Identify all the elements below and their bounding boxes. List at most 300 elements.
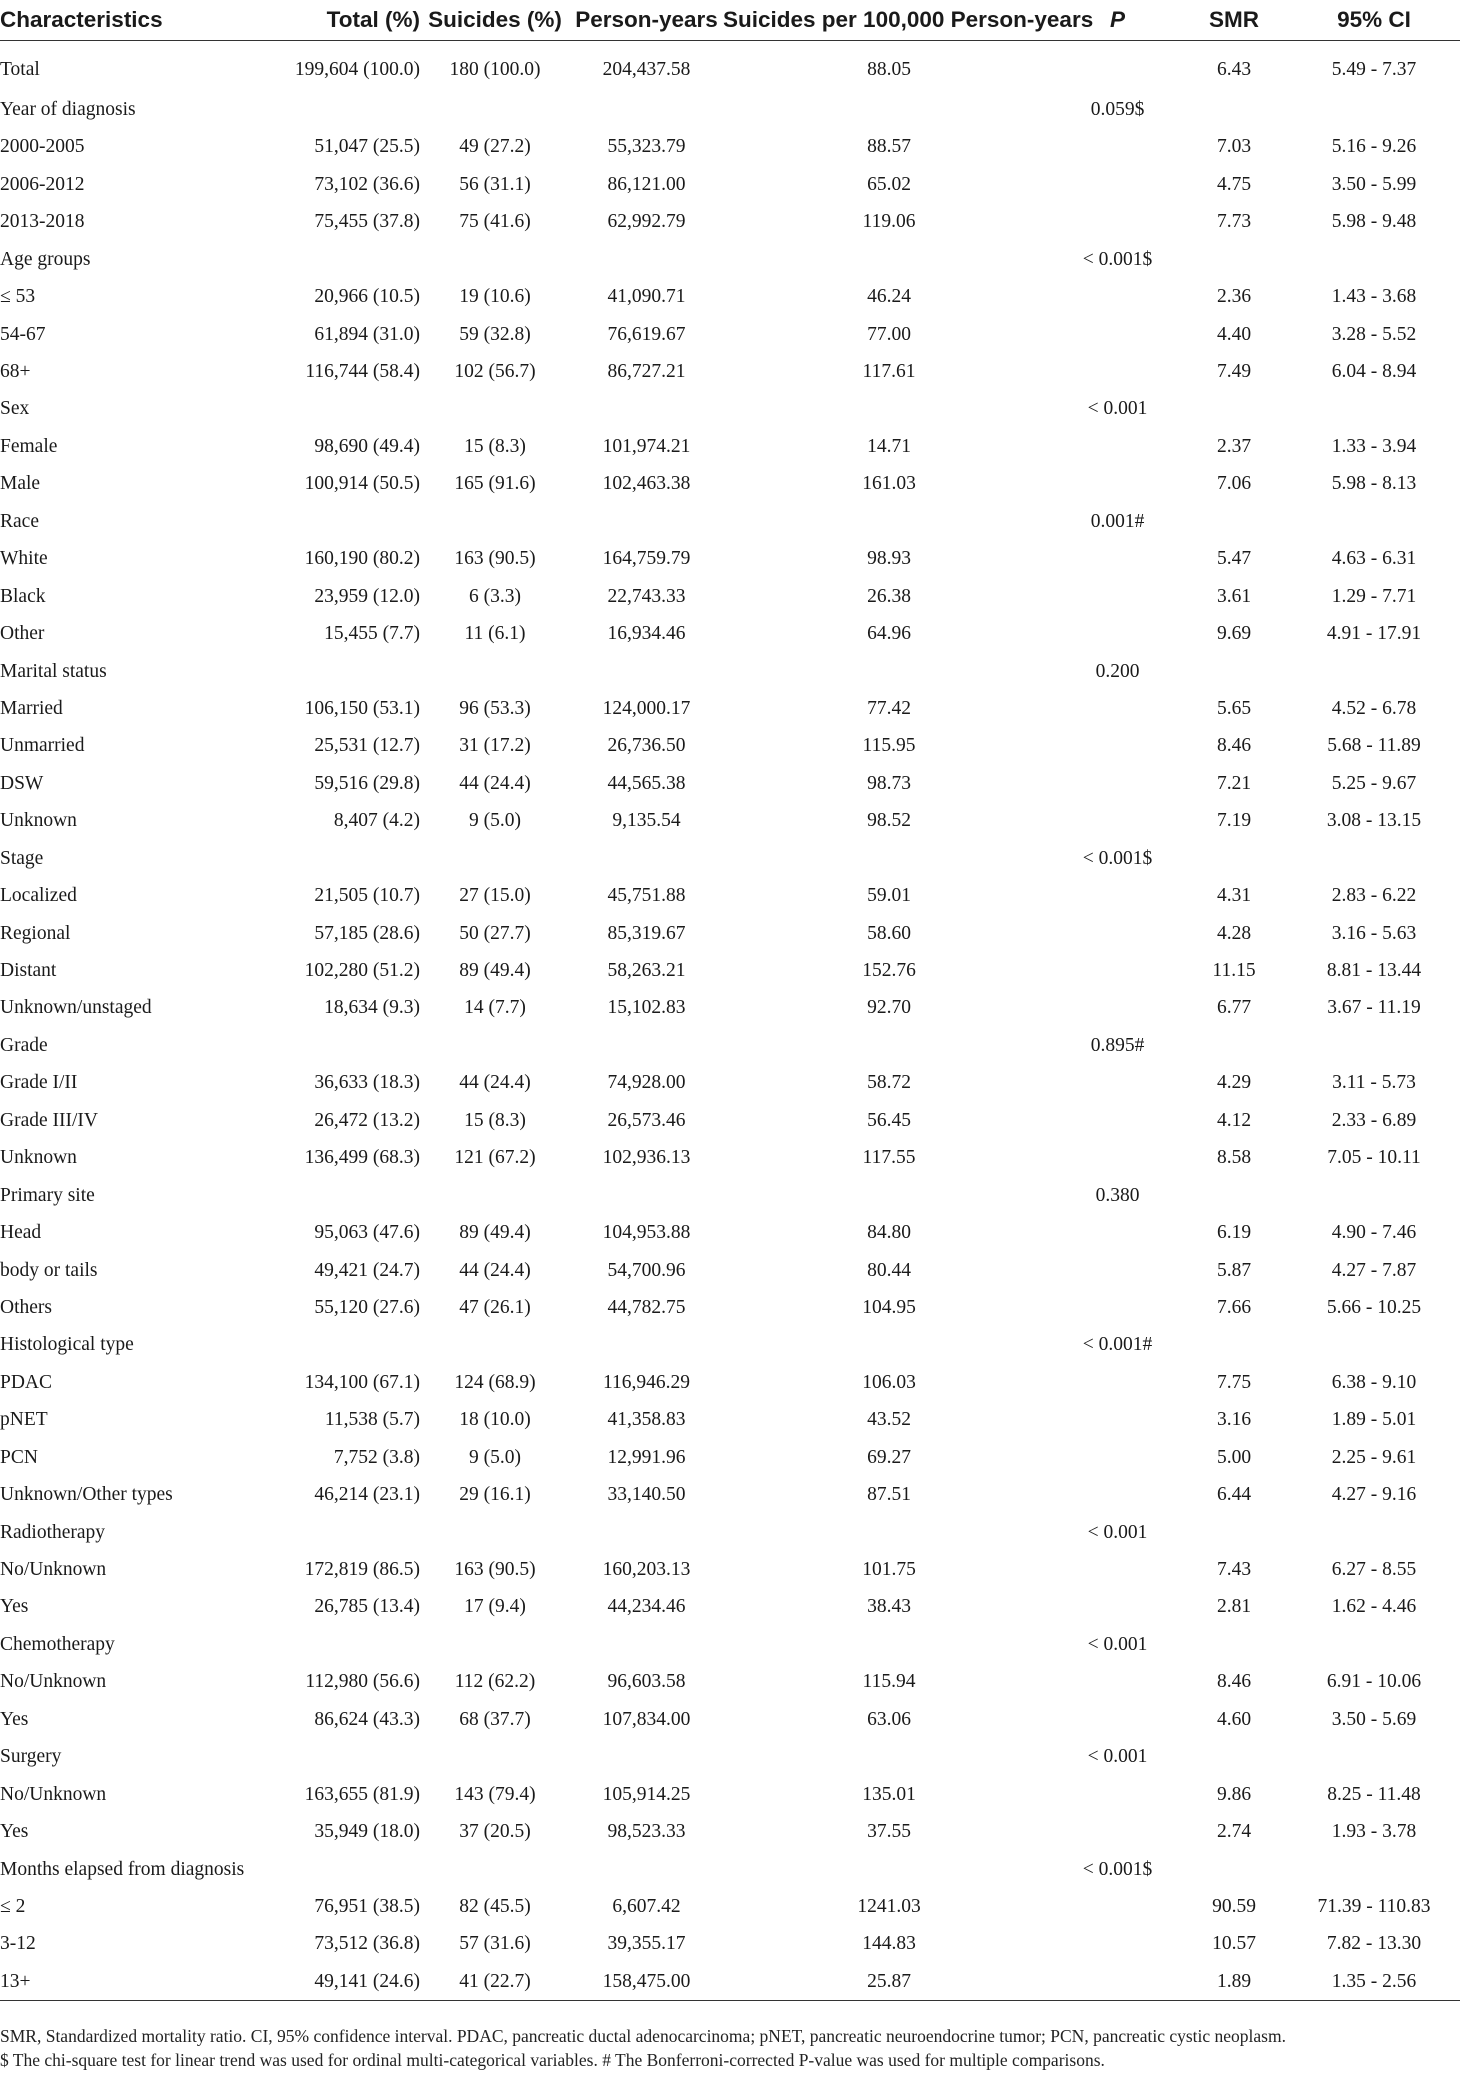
table-row	[0, 1027, 1460, 1064]
cell-ci: 6.38 - 9.10	[1331, 1371, 1417, 1393]
table-row	[0, 1514, 1460, 1551]
cell-p-value: < 0.001#	[1082, 1334, 1153, 1356]
cell-ci: 6.91 - 10.06	[1326, 1671, 1422, 1693]
cell-total: 11,538 (5.7)	[324, 1409, 420, 1431]
cell-rate: 46.24	[867, 286, 911, 308]
cell-suicides: 44 (24.4)	[459, 1259, 531, 1281]
cell-ci	[1288, 1326, 1460, 1363]
table-row	[0, 128, 1460, 165]
table-row	[0, 1252, 1460, 1289]
cell-suicides: 89 (49.4)	[459, 960, 531, 982]
cell-ci: 1.93 - 3.78	[1331, 1821, 1417, 1843]
cell-rate	[723, 1326, 1055, 1363]
cell-smr: 4.12	[1216, 1109, 1252, 1131]
table-row	[0, 1326, 1460, 1363]
table-row	[0, 1738, 1460, 1775]
cell-smr: 7.43	[1216, 1559, 1252, 1581]
cell-p-value	[1055, 128, 1180, 165]
cell-p-value	[1055, 1401, 1180, 1438]
cell-suicides	[420, 1177, 570, 1214]
cell-smr: 5.47	[1216, 548, 1252, 570]
cell-rate	[723, 391, 1055, 428]
cell-suicides: 6 (3.3)	[469, 585, 521, 607]
cell-characteristic: Surgery	[0, 1746, 62, 1768]
table-row	[0, 615, 1460, 652]
cell-smr: 4.40	[1216, 323, 1252, 345]
cell-ci: 3.50 - 5.69	[1331, 1708, 1417, 1730]
cell-total: 134,100 (67.1)	[304, 1371, 420, 1393]
cell-rate: 115.94	[862, 1671, 916, 1693]
table-row	[0, 1851, 1460, 1888]
cell-p-value	[1055, 1252, 1180, 1289]
cell-ci	[1288, 503, 1460, 540]
cell-characteristic: Head	[0, 1222, 42, 1244]
cell-p-value	[1055, 690, 1180, 727]
cell-person-years: 164,759.79	[602, 548, 691, 570]
cell-ci: 2.25 - 9.61	[1331, 1446, 1417, 1468]
cell-characteristic: Localized	[0, 885, 77, 907]
cell-ci: 4.52 - 6.78	[1331, 697, 1417, 719]
cell-p-value	[1055, 615, 1180, 652]
cell-suicides: 143 (79.4)	[454, 1783, 536, 1805]
cell-smr	[1180, 1027, 1288, 1064]
cell-smr: 7.06	[1216, 473, 1252, 495]
cell-rate	[723, 91, 1055, 128]
table-body	[0, 41, 1460, 2001]
cell-ci: 6.04 - 8.94	[1331, 361, 1417, 383]
cell-total: 59,516 (29.8)	[314, 772, 420, 794]
cell-suicides	[420, 1027, 570, 1064]
header-suicide-rate: Suicides per 100,000 Person-years	[723, 0, 1055, 41]
cell-rate: 14.71	[867, 435, 911, 457]
cell-p-value	[1055, 353, 1180, 390]
cell-p-value	[1055, 428, 1180, 465]
cell-suicides	[420, 91, 570, 128]
cell-person-years: 86,121.00	[607, 173, 686, 195]
cell-person-years	[570, 1626, 723, 1663]
cell-rate: 144.83	[862, 1933, 916, 1955]
cell-smr: 2.74	[1216, 1821, 1252, 1843]
cell-rate	[723, 1514, 1055, 1551]
cell-p-value: < 0.001$	[1082, 1858, 1153, 1880]
cell-rate: 152.76	[862, 960, 916, 982]
cell-suicides: 15 (8.3)	[464, 435, 526, 457]
cell-p-value	[1055, 1289, 1180, 1326]
cell-person-years: 26,573.46	[607, 1109, 686, 1131]
cell-rate: 69.27	[867, 1446, 911, 1468]
cell-smr	[1180, 503, 1288, 540]
cell-person-years	[570, 1027, 723, 1064]
cell-characteristic: White	[0, 548, 48, 570]
cell-characteristic: Regional	[0, 922, 71, 944]
cell-total: 98,690 (49.4)	[314, 435, 420, 457]
cell-person-years: 41,358.83	[607, 1409, 686, 1431]
cell-smr: 8.58	[1216, 1147, 1252, 1169]
cell-suicides: 112 (62.2)	[454, 1671, 536, 1693]
cell-rate	[723, 1626, 1055, 1663]
cell-rate: 98.93	[867, 548, 911, 570]
cell-ci: 4.91 - 17.91	[1326, 623, 1422, 645]
cell-ci: 5.25 - 9.67	[1331, 772, 1417, 794]
cell-ci: 1.35 - 2.56	[1288, 1963, 1460, 2001]
cell-ci: 7.82 - 13.30	[1326, 1933, 1422, 1955]
cell-p-value	[1055, 465, 1180, 502]
cell-suicides: 89 (49.4)	[459, 1222, 531, 1244]
cell-smr: 5.00	[1216, 1446, 1252, 1468]
cell-smr: 4.75	[1216, 173, 1252, 195]
cell-total: 51,047 (25.5)	[314, 136, 420, 158]
cell-suicides: 47 (26.1)	[459, 1296, 531, 1318]
cell-characteristic: 2013-2018	[0, 211, 85, 233]
cell-characteristic: 68+	[0, 361, 31, 383]
cell-ci: 2.83 - 6.22	[1331, 885, 1417, 907]
cell-ci: 6.27 - 8.55	[1331, 1559, 1417, 1581]
cell-total: 55,120 (27.6)	[314, 1296, 420, 1318]
cell-rate: 101.75	[862, 1559, 916, 1581]
cell-p-value	[1055, 915, 1180, 952]
table-row	[0, 1289, 1460, 1326]
cell-p-value: < 0.001$	[1082, 847, 1153, 869]
cell-total: 106,150 (53.1)	[304, 697, 420, 719]
table-row	[0, 1925, 1460, 1962]
cell-p-value: < 0.001	[1087, 398, 1148, 420]
cell-smr: 90.59	[1212, 1895, 1256, 1917]
cell-suicides: 56 (31.1)	[459, 173, 531, 195]
cell-rate: 115.95	[862, 735, 916, 757]
cell-total: 61,894 (31.0)	[314, 323, 420, 345]
cell-person-years	[570, 1851, 723, 1888]
cell-rate: 84.80	[867, 1222, 911, 1244]
cell-ci: 5.16 - 9.26	[1331, 136, 1417, 158]
cell-person-years	[570, 653, 723, 690]
header-suicides: Suicides (%)	[420, 0, 570, 41]
header-characteristics: Characteristics	[0, 0, 230, 41]
table-row	[0, 1364, 1460, 1401]
cell-smr	[1180, 91, 1288, 128]
cell-person-years: 62,992.79	[607, 211, 686, 233]
cell-suicides: 11 (6.1)	[464, 623, 526, 645]
cell-rate: 77.42	[867, 697, 911, 719]
cell-person-years: 116,946.29	[602, 1371, 691, 1393]
cell-ci	[1288, 1626, 1460, 1663]
cell-smr: 4.60	[1216, 1708, 1252, 1730]
cell-ci: 1.33 - 3.94	[1331, 435, 1417, 457]
cell-characteristic: Distant	[0, 960, 57, 982]
cell-total: 49,421 (24.7)	[314, 1259, 420, 1281]
cell-characteristic: Married	[0, 697, 63, 719]
cell-p-value: < 0.001	[1087, 1521, 1148, 1543]
cell-ci: 1.43 - 3.68	[1331, 286, 1417, 308]
cell-p-value: 0.001#	[1090, 510, 1145, 532]
cell-p-value	[1055, 578, 1180, 615]
cell-suicides: 31 (17.2)	[459, 735, 531, 757]
cell-p-value	[1055, 1214, 1180, 1251]
cell-p-value	[1055, 203, 1180, 240]
table-row	[0, 1813, 1460, 1850]
cell-p-value	[1055, 1139, 1180, 1176]
cell-ci: 71.39 - 110.83	[1317, 1895, 1431, 1917]
cell-person-years: 160,203.13	[602, 1559, 691, 1581]
cell-person-years: 45,751.88	[607, 885, 686, 907]
cell-p-value	[1055, 316, 1180, 353]
cell-rate: 88.05	[867, 59, 911, 81]
cell-suicides: 163 (90.5)	[454, 548, 536, 570]
cell-rate: 117.61	[862, 361, 916, 383]
cell-total: 18,634 (9.3)	[324, 997, 420, 1019]
cell-person-years: 74,928.00	[607, 1072, 686, 1094]
cell-total	[230, 1738, 420, 1775]
cell-person-years: 55,323.79	[607, 136, 686, 158]
cell-characteristic: Year of diagnosis	[0, 98, 136, 120]
table-row	[0, 1476, 1460, 1513]
table-row	[0, 166, 1460, 203]
cell-suicides: 37 (20.5)	[459, 1821, 531, 1843]
cell-suicides	[420, 503, 570, 540]
cell-ci: 4.63 - 6.31	[1331, 548, 1417, 570]
cell-smr: 3.61	[1216, 585, 1252, 607]
cell-smr: 5.87	[1216, 1259, 1252, 1281]
cell-suicides: 14 (7.7)	[464, 997, 526, 1019]
cell-ci: 5.49 - 7.37	[1331, 59, 1417, 81]
cell-total	[230, 1626, 420, 1663]
cell-suicides: 18 (10.0)	[459, 1409, 531, 1431]
cell-rate: 104.95	[862, 1296, 916, 1318]
table-footnotes	[0, 2024, 1460, 2072]
cell-characteristic: body or tails	[0, 1259, 98, 1281]
cell-ci	[1288, 1738, 1460, 1775]
cell-smr: 2.36	[1216, 286, 1252, 308]
cell-total: 95,063 (47.6)	[314, 1222, 420, 1244]
cell-p-value	[1055, 952, 1180, 989]
table-row	[0, 1139, 1460, 1176]
cell-characteristic: Total	[0, 59, 40, 81]
cell-ci: 3.16 - 5.63	[1331, 922, 1417, 944]
cell-characteristic: Yes	[0, 1708, 29, 1730]
cell-total	[230, 1177, 420, 1214]
table-row	[0, 1064, 1460, 1101]
cell-characteristic: Black	[0, 585, 46, 607]
cell-total: 100,914 (50.5)	[304, 473, 420, 495]
cell-ci	[1288, 1851, 1460, 1888]
cell-ci: 3.50 - 5.99	[1331, 173, 1417, 195]
cell-ci	[1288, 1177, 1460, 1214]
cell-total: 75,455 (37.8)	[314, 211, 420, 233]
cell-characteristic: Others	[0, 1296, 52, 1318]
cell-characteristic: PDAC	[0, 1371, 53, 1393]
cell-smr: 2.37	[1216, 435, 1252, 457]
cell-suicides: 82 (45.5)	[459, 1895, 531, 1917]
cell-total: 25,531 (12.7)	[314, 735, 420, 757]
cell-p-value	[1055, 802, 1180, 839]
cell-suicides	[420, 1851, 570, 1888]
table-row	[0, 877, 1460, 914]
cell-smr: 8.46	[1216, 1671, 1252, 1693]
cell-rate: 92.70	[867, 997, 911, 1019]
cell-suicides: 57 (31.6)	[459, 1933, 531, 1955]
cell-smr: 7.19	[1216, 810, 1252, 832]
cell-smr: 9.69	[1216, 623, 1252, 645]
table-row	[0, 915, 1460, 952]
table-row	[0, 316, 1460, 353]
footnote-abbreviations: SMR, Standardized mortality ratio. CI, 95% confidence interval. PDAC, pancreatic ductal adenocarcinoma; pNET, pancreatic neuroendocrine tumor; PCN, pancreatic cystic neoplasm.	[0, 2026, 1286, 2046]
cell-rate: 43.52	[867, 1409, 911, 1431]
cell-ci: 8.81 - 13.44	[1326, 960, 1422, 982]
cell-ci: 3.08 - 13.15	[1326, 810, 1422, 832]
cell-characteristic: Yes	[0, 1821, 29, 1843]
cell-smr: 4.29	[1216, 1072, 1252, 1094]
cell-characteristic: Marital status	[0, 660, 107, 682]
cell-p-value	[1055, 990, 1180, 1027]
cell-p-value	[1055, 540, 1180, 577]
cell-smr: 7.66	[1216, 1296, 1252, 1318]
cell-suicides: 44 (24.4)	[459, 772, 531, 794]
cell-suicides: 50 (27.7)	[459, 922, 531, 944]
cell-p-value	[1055, 1663, 1180, 1700]
cell-smr: 6.77	[1216, 997, 1252, 1019]
cell-smr: 6.43	[1216, 59, 1252, 81]
cell-ci: 2.33 - 6.89	[1331, 1109, 1417, 1131]
cell-smr	[1180, 391, 1288, 428]
cell-smr: 7.73	[1216, 211, 1252, 233]
cell-smr: 2.81	[1216, 1596, 1252, 1618]
cell-suicides: 17 (9.4)	[464, 1596, 526, 1618]
cell-characteristic: Race	[0, 510, 39, 532]
cell-characteristic: Male	[0, 473, 41, 495]
cell-suicides: 59 (32.8)	[459, 323, 531, 345]
table-row	[0, 1701, 1460, 1738]
cell-person-years: 15,102.83	[607, 997, 686, 1019]
cell-smr: 8.46	[1216, 735, 1252, 757]
table-row	[0, 241, 1460, 278]
cell-suicides: 29 (16.1)	[459, 1484, 531, 1506]
cell-smr	[1180, 1851, 1288, 1888]
table-row	[0, 952, 1460, 989]
cell-suicides: 19 (10.6)	[459, 286, 531, 308]
cell-rate: 77.00	[867, 323, 911, 345]
cell-person-years: 85,319.67	[607, 922, 686, 944]
cell-suicides: 9 (5.0)	[469, 810, 521, 832]
cell-total	[230, 1514, 420, 1551]
cell-ci: 1.89 - 5.01	[1331, 1409, 1417, 1431]
cell-ci: 5.68 - 11.89	[1327, 735, 1421, 757]
cell-total	[230, 503, 420, 540]
cell-total: 15,455 (7.7)	[324, 623, 420, 645]
cell-smr	[1180, 653, 1288, 690]
cell-ci: 3.67 - 11.19	[1327, 997, 1421, 1019]
cell-p-value: < 0.001	[1087, 1746, 1148, 1768]
cell-p-value	[1055, 1102, 1180, 1139]
cell-person-years: 102,463.38	[602, 473, 691, 495]
cell-suicides: 102 (56.7)	[454, 361, 536, 383]
table-row	[0, 1214, 1460, 1251]
cell-characteristic: Primary site	[0, 1184, 95, 1206]
cell-ci: 4.27 - 9.16	[1331, 1484, 1417, 1506]
cell-total: 21,505 (10.7)	[314, 885, 420, 907]
cell-characteristic: Grade I/II	[0, 1072, 78, 1094]
cell-p-value	[1055, 727, 1180, 764]
table-row	[0, 41, 1460, 92]
cell-suicides	[420, 391, 570, 428]
table-row	[0, 428, 1460, 465]
cell-suicides	[420, 1514, 570, 1551]
cell-ci: 4.27 - 7.87	[1331, 1259, 1417, 1281]
cell-total: 36,633 (18.3)	[314, 1072, 420, 1094]
cell-characteristic: Histological type	[0, 1334, 134, 1356]
cell-person-years	[570, 391, 723, 428]
cell-p-value	[1055, 1551, 1180, 1588]
cell-suicides: 163 (90.5)	[454, 1559, 536, 1581]
cell-p-value	[1055, 765, 1180, 802]
cell-rate: 87.51	[867, 1484, 911, 1506]
table-row	[0, 1551, 1460, 1588]
cell-suicides	[420, 1738, 570, 1775]
cell-person-years: 22,743.33	[607, 585, 686, 607]
cell-ci	[1288, 1514, 1460, 1551]
cell-ci: 4.90 - 7.46	[1331, 1222, 1417, 1244]
cell-characteristic: 2000-2005	[0, 136, 85, 158]
cell-p-value	[1055, 166, 1180, 203]
cell-characteristic: 2006-2012	[0, 173, 85, 195]
header-ci: 95% CI	[1288, 0, 1460, 41]
table-row	[0, 1401, 1460, 1438]
table-row	[0, 391, 1460, 428]
cell-characteristic: Unknown/Other types	[0, 1484, 173, 1506]
table-row	[0, 802, 1460, 839]
cell-characteristic: 54-67	[0, 323, 46, 345]
cell-person-years: 101,974.21	[602, 435, 691, 457]
cell-suicides	[420, 653, 570, 690]
cell-person-years: 204,437.58	[602, 59, 691, 81]
cell-p-value: 0.895#	[1090, 1034, 1145, 1056]
cell-characteristic: Yes	[0, 1596, 29, 1618]
cell-p-value: 0.200	[1095, 660, 1140, 682]
cell-ci	[1288, 391, 1460, 428]
cell-p-value: < 0.001$	[1082, 248, 1153, 270]
cell-characteristic: 13+	[0, 1963, 230, 2001]
table-header-row	[0, 0, 1460, 41]
cell-total: 73,102 (36.6)	[314, 173, 420, 195]
table-row	[0, 1177, 1460, 1214]
cell-total	[230, 1027, 420, 1064]
cell-p-value	[1055, 1963, 1180, 2001]
cell-rate: 56.45	[867, 1109, 911, 1131]
cell-characteristic: Grade	[0, 1034, 48, 1056]
cell-person-years: 102,936.13	[602, 1147, 691, 1169]
cell-total: 160,190 (80.2)	[304, 548, 420, 570]
cell-smr	[1180, 1738, 1288, 1775]
cell-characteristic: DSW	[0, 772, 44, 794]
cell-rate: 25.87	[723, 1963, 1055, 2001]
cell-characteristic: Unknown/unstaged	[0, 997, 152, 1019]
cell-suicides: 44 (24.4)	[459, 1072, 531, 1094]
cell-p-value	[1055, 1776, 1180, 1813]
cell-smr: 7.75	[1216, 1371, 1252, 1393]
cell-ci: 5.98 - 9.48	[1331, 211, 1417, 233]
cell-ci: 3.28 - 5.52	[1331, 323, 1417, 345]
header-total: Total (%)	[230, 0, 420, 41]
cell-smr	[1180, 1626, 1288, 1663]
cell-total: 136,499 (68.3)	[304, 1147, 420, 1169]
cell-ci: 3.11 - 5.73	[1332, 1072, 1416, 1094]
cell-total: 35,949 (18.0)	[314, 1821, 420, 1843]
cell-rate: 98.73	[867, 772, 911, 794]
cell-ci: 1.62 - 4.46	[1331, 1596, 1417, 1618]
cell-characteristic: No/Unknown	[0, 1671, 107, 1693]
cell-characteristic: 3-12	[0, 1933, 36, 1955]
cell-suicides: 96 (53.3)	[459, 697, 531, 719]
cell-person-years	[570, 503, 723, 540]
cell-smr	[1180, 1326, 1288, 1363]
